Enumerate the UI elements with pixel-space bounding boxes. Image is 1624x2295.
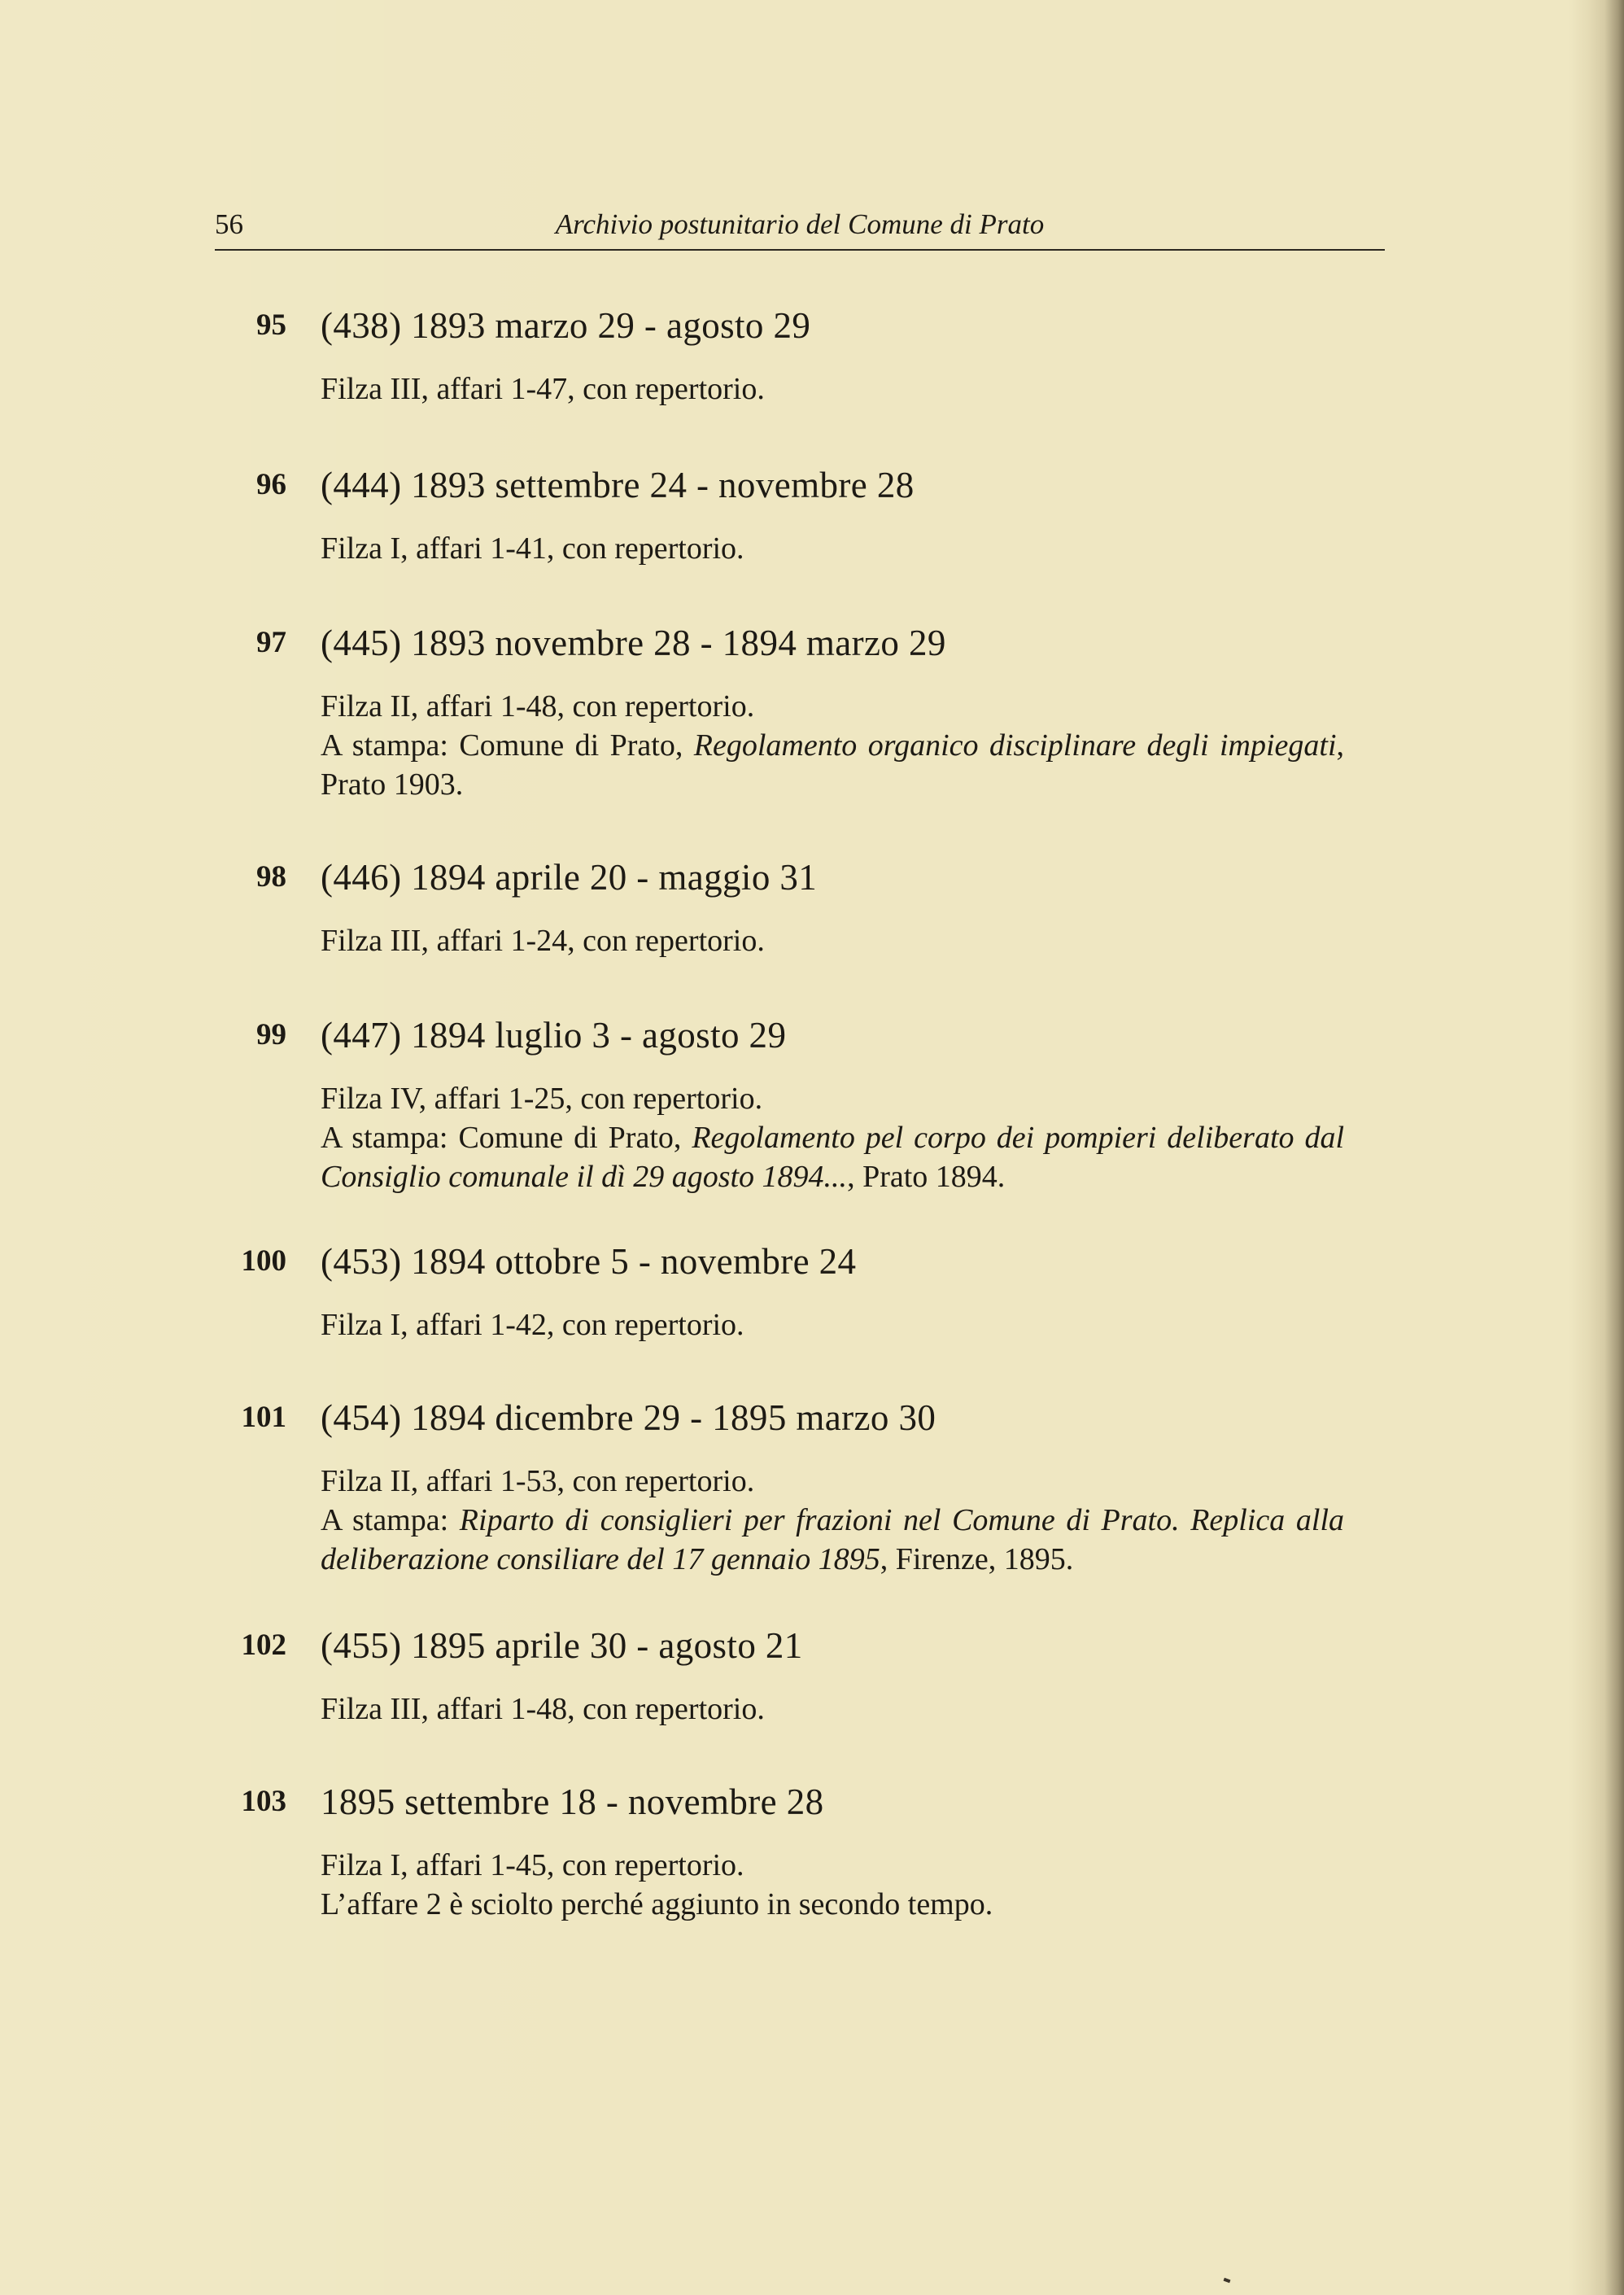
pencil-mark (1224, 2278, 1231, 2283)
entry-body (321, 1781, 1378, 1924)
entry-description: Filza I, affari 1-42, con repertorio. (321, 1308, 744, 1342)
entry-number: 103 (241, 1785, 286, 1818)
note-title: Riparto di consiglieri per frazioni nel Comune di Prato. Replica alla deliberazione consiliare del 17 gennaio 1895 (321, 1503, 1345, 1576)
entry-description: Filza II, affari 1-53, con repertorio. (321, 1464, 755, 1498)
entry-note (321, 1501, 1344, 1579)
entry-description: Filza III, affari 1-24, con repertorio. (321, 924, 765, 958)
entry-body (321, 622, 1378, 804)
entry-body (321, 1624, 1378, 1729)
entry-body (321, 1014, 1378, 1196)
note-text: , Prato 1894. (847, 1160, 1006, 1194)
entry-number: 101 (241, 1401, 286, 1434)
entry-title: (438) 1893 marzo 29 - agosto 29 (321, 305, 811, 346)
entry-title: (453) 1894 ottobre 5 - novembre 24 (321, 1241, 857, 1282)
page-header (215, 203, 1385, 251)
entry-number: 99 (256, 1018, 286, 1051)
note-title: Regolamento pel corpo dei pompieri deliberato dal Consiglio comunale il dì 29 agosto 1894... (321, 1121, 1345, 1194)
entry-body (321, 1240, 1378, 1344)
entry-note (321, 726, 1344, 804)
note-text: , Firenze, 1895. (880, 1542, 1074, 1576)
entry-title: 1895 settembre 18 - novembre 28 (321, 1781, 824, 1822)
entry-body (321, 856, 1378, 960)
entry-title: (454) 1894 dicembre 29 - 1895 marzo 30 (321, 1397, 936, 1438)
note-text: A stampa: Comune di Prato, (321, 728, 694, 763)
entry-number: 96 (256, 468, 286, 501)
note-text: A stampa: (321, 1503, 460, 1537)
note-text: A stampa: Comune di Prato, (321, 1121, 692, 1155)
entry-title: (445) 1893 novembre 28 - 1894 marzo 29 (321, 623, 946, 663)
page-number: 56 (215, 208, 243, 240)
entry-description: Filza I, affari 1-41, con repertorio. (321, 531, 744, 566)
entry-body (321, 304, 1378, 409)
entry-note (321, 1885, 1344, 1924)
entry-number: 97 (256, 626, 286, 659)
entry-description: Filza II, affari 1-48, con repertorio. (321, 689, 755, 723)
entry-description: Filza I, affari 1-45, con repertorio. (321, 1848, 744, 1882)
running-title: Archivio postunitario del Comune di Prato (555, 208, 1045, 240)
entry-number: 98 (256, 860, 286, 894)
entry-number: 100 (241, 1244, 286, 1278)
entry-body (321, 464, 1378, 568)
note-text: , Prato 1903. (321, 728, 1345, 802)
binding-shadow (1569, 0, 1624, 2295)
note-text: L’affare 2 è sciolto perché aggiunto in secondo tempo. (321, 1887, 993, 1921)
entry-note (321, 1118, 1344, 1196)
entry-title: (455) 1895 aprile 30 - agosto 21 (321, 1625, 803, 1666)
entry-title: (447) 1894 luglio 3 - agosto 29 (321, 1015, 787, 1056)
entry-number: 95 (256, 308, 286, 342)
entry-title: (446) 1894 aprile 20 - maggio 31 (321, 857, 818, 898)
entry-number: 102 (241, 1628, 286, 1662)
note-title: Regolamento organico disciplinare degli impiegati (693, 728, 1337, 763)
entry-description: Filza IV, affari 1-25, con repertorio. (321, 1082, 763, 1116)
entry-description: Filza III, affari 1-47, con repertorio. (321, 372, 765, 406)
entry-title: (444) 1893 settembre 24 - novembre 28 (321, 465, 915, 505)
entry-body (321, 1397, 1378, 1579)
entry-description: Filza III, affari 1-48, con repertorio. (321, 1692, 765, 1726)
